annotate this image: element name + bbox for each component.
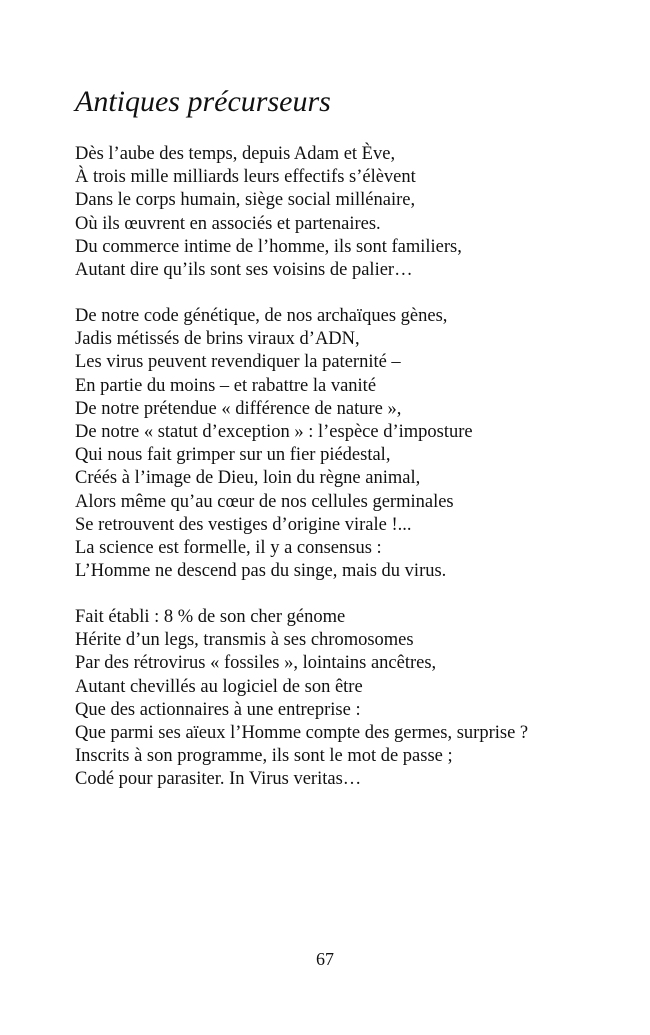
poem-line: Dans le corps humain, siège social millénaire,: [75, 190, 416, 211]
stanza: [75, 143, 462, 282]
stanza: [75, 305, 473, 583]
poem-line: De notre prétendue « différence de nature »,: [75, 398, 402, 419]
poem-line: Que des actionnaires à une entreprise :: [75, 699, 361, 720]
poem-line: Autant chevillés au logiciel de son être: [75, 676, 363, 697]
poem-line: En partie du moins – et rabattre la vanité: [75, 375, 377, 396]
poem-line: La science est formelle, il y a consensus :: [75, 538, 382, 559]
poem-line: Créés à l’image de Dieu, loin du règne animal,: [75, 468, 421, 489]
stanza: [75, 606, 528, 792]
poem-line: Fait établi : 8 % de son cher génome: [75, 607, 346, 627]
poem-line: Du commerce intime de l’homme, ils sont familiers,: [75, 236, 462, 257]
poem-line: Qui nous fait grimper sur un fier piédestal,: [75, 445, 391, 466]
poem-line: De notre « statut d’exception » : l’espèce d’imposture: [75, 422, 473, 443]
poem-line: À trois mille milliards leurs effectifs s’élèvent: [75, 167, 416, 188]
poem-line: Inscrits à son programme, ils sont le mot de passe ;: [75, 746, 453, 767]
page-number: 67: [316, 949, 334, 969]
poem-line: Hérite d’un legs, transmis à ses chromosomes: [75, 630, 414, 651]
poem-line: Alors même qu’au cœur de nos cellules germinales: [75, 491, 454, 512]
poem-line: Par des rétrovirus « fossiles », lointains ancêtres,: [75, 653, 437, 674]
poem-line: Dès l’aube des temps, depuis Adam et Ève,: [75, 144, 396, 164]
poem-title: Antiques précurseurs: [75, 85, 331, 118]
poem-line: Les virus peuvent revendiquer la paternité –: [75, 352, 401, 373]
poem-line: Codé pour parasiter. In Virus veritas…: [75, 769, 362, 790]
poem-line: Que parmi ses aïeux l’Homme compte des germes, surprise ?: [75, 723, 529, 744]
poem-line: Autant dire qu’ils sont ses voisins de palier…: [75, 260, 413, 281]
poem-line: De notre code génétique, de nos archaïques gènes,: [75, 306, 448, 326]
poem-line: L’Homme ne descend pas du singe, mais du virus.: [75, 561, 447, 582]
poem-line: Se retrouvent des vestiges d’origine virale !...: [75, 514, 412, 535]
poem-line: Où ils œuvrent en associés et partenaires.: [75, 213, 381, 234]
poem-line: Jadis métissés de brins viraux d’ADN,: [75, 329, 360, 350]
